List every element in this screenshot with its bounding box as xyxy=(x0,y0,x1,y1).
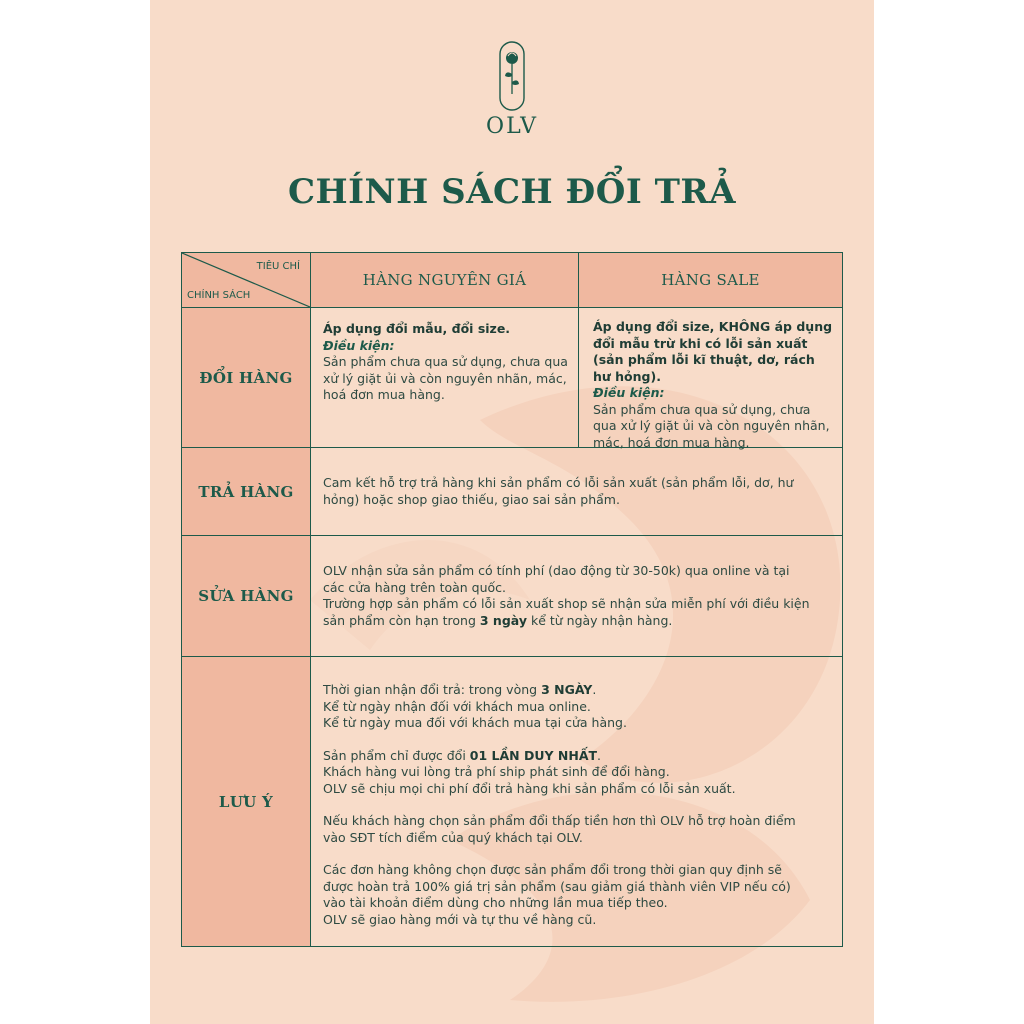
notes-once-only: Sản phẩm chỉ được đổi 01 LẦN DUY NHẤT. xyxy=(323,747,602,763)
row-header-notes xyxy=(181,656,311,947)
notes-defect-cost: OLV sẽ chịu mọi chi phí đổi trả hàng khi sản phẩm có lỗi sản xuất. xyxy=(323,780,736,796)
row-header-notes-label: LƯU Ý xyxy=(218,792,274,811)
row-header-exchange xyxy=(181,307,311,448)
corner-label-policy: CHÍNH SÁCH xyxy=(187,290,251,301)
exchange-sale-condition-label: Điều kiện: xyxy=(593,385,665,400)
row-header-return xyxy=(181,447,311,536)
notes-store-rule: Kể từ ngày mua đối với khách mua tại cửa hàng. xyxy=(323,715,627,730)
table-corner-cell xyxy=(181,252,311,308)
notes-policy-cell xyxy=(310,656,843,947)
row-header-repair xyxy=(181,535,311,657)
exchange-full-price-lead: Áp dụng đổi mẫu, đổi size. xyxy=(323,321,511,336)
page-title: CHÍNH SÁCH ĐỔI TRẢ xyxy=(287,172,737,212)
exchange-sale-cell xyxy=(578,307,843,448)
notes-shipping-fee: Khách hàng vui lòng trả phí ship phát sinh để đổi hàng. xyxy=(323,764,670,779)
notes-refund-points: Nếu khách hàng chọn sản phẩm đổi thấp tiền hơn thì OLV hỗ trợ hoàn điểm vào SĐT tích điểm của quý khách tại OLV. xyxy=(323,813,796,845)
brand-logo-text: OLV xyxy=(486,114,538,139)
column-header-sale xyxy=(578,252,843,308)
exchange-full-price-condition-text: Sản phẩm chưa qua sử dụng, chưa qua xử lý giặt ủi và còn nguyên nhãn, mác, hoá đơn mua hàng. xyxy=(323,354,568,402)
return-policy-cell xyxy=(310,447,843,536)
policy-table xyxy=(181,252,843,947)
rose-frame-icon xyxy=(498,40,526,112)
corner-label-criteria: TIÊU CHÍ xyxy=(256,261,300,272)
exchange-full-price-cell xyxy=(310,307,579,448)
policy-poster xyxy=(150,0,874,1024)
return-policy-text: Cam kết hỗ trợ trả hàng khi sản phẩm có lỗi sản xuất (sản phẩm lỗi, dơ, hư hỏng) hoặc shop giao thiếu, giao sai sản phẩm. xyxy=(323,475,794,507)
repair-policy-line-2: Trường hợp sản phẩm có lỗi sản xuất shop sẽ nhận sửa miễn phí với điều kiện sản phẩm còn hạn trong 3 ngày kể từ ngày nhận hàng. xyxy=(323,596,810,628)
row-header-exchange-label: ĐỔI HÀNG xyxy=(199,368,293,387)
column-header-full-price-label: HÀNG NGUYÊN GIÁ xyxy=(362,271,527,289)
exchange-sale-condition-text: Sản phẩm chưa qua sử dụng, chưa qua xử lý giặt ủi và còn nguyên nhãn, mác, hoá đơn mua hàng. xyxy=(593,401,830,450)
row-header-repair-label: SỬA HÀNG xyxy=(198,587,294,605)
row-header-return-label: TRẢ HÀNG xyxy=(198,482,294,501)
column-header-full-price xyxy=(310,252,579,308)
exchange-full-price-condition-label: Điều kiện: xyxy=(323,337,395,353)
notes-time-limit: Thời gian nhận đổi trả: trong vòng 3 NGÀY. xyxy=(323,682,597,697)
exchange-sale-lead: Áp dụng đổi size, KHÔNG áp dụng đổi mẫu trừ khi có lỗi sản xuất (sản phẩm lỗi kĩ thuật, dơ, rách hư hỏng). xyxy=(593,319,833,384)
notes-delivery-pickup: OLV sẽ giao hàng mới và tự thu về hàng cũ. xyxy=(323,911,597,927)
notes-no-selection-refund: Các đơn hàng không chọn được sản phẩm đổi trong thời gian quy định sẽ được hoàn trả 100% giá trị sản phẩm (sau giảm giá thành viên VIP nếu có) vào tài khoản điểm dùng cho những lần mua tiếp theo. xyxy=(323,862,791,910)
brand-logo xyxy=(480,40,544,140)
notes-online-rule: Kể từ ngày nhận đối với khách mua online. xyxy=(323,698,591,714)
repair-policy-cell xyxy=(310,535,843,657)
repair-policy-line-1: OLV nhận sửa sản phẩm có tính phí (dao động từ 30-50k) qua online và tại các cửa hàng trên toàn quốc. xyxy=(323,563,790,595)
column-header-sale-label: HÀNG SALE xyxy=(661,271,760,289)
